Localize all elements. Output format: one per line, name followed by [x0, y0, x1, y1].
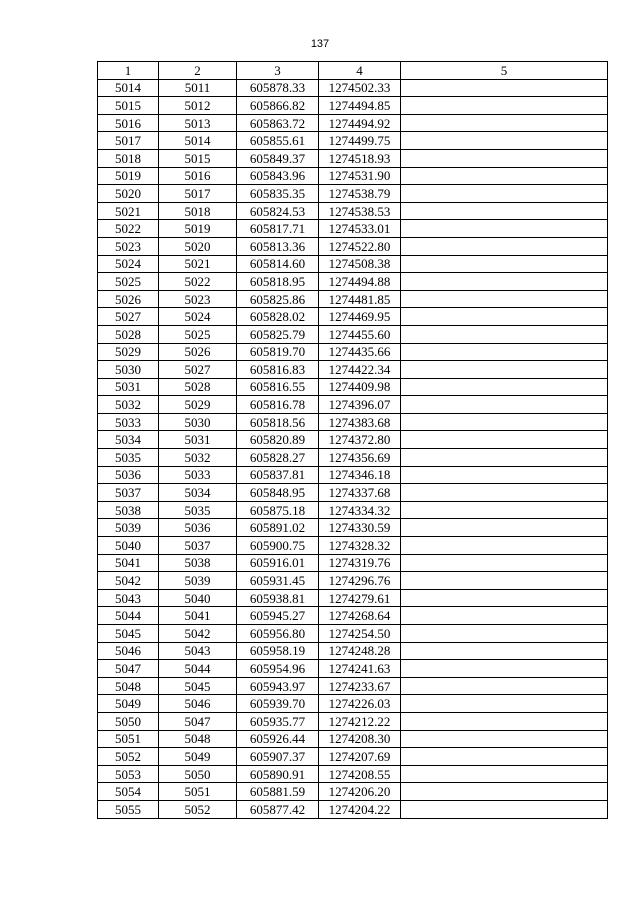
table-cell: 1274518.93 [319, 149, 401, 167]
table-cell [401, 484, 608, 502]
table-cell [401, 378, 608, 396]
table-cell [401, 660, 608, 678]
table-cell: 5038 [98, 501, 159, 519]
table-cell [401, 273, 608, 291]
table-cell: 5039 [159, 572, 237, 590]
coordinates-table [97, 61, 608, 819]
table-cell: 5026 [159, 343, 237, 361]
table-cell: 1274334.32 [319, 501, 401, 519]
table-cell: 605938.81 [237, 589, 319, 607]
table-row [98, 695, 608, 713]
table-cell: 5018 [159, 202, 237, 220]
table-cell: 1274296.76 [319, 572, 401, 590]
table-cell [401, 783, 608, 801]
table-cell: 605945.27 [237, 607, 319, 625]
table-cell [401, 589, 608, 607]
table-cell: 5041 [98, 554, 159, 572]
table-row [98, 273, 608, 291]
table-cell: 605939.70 [237, 695, 319, 713]
table-cell: 605863.72 [237, 114, 319, 132]
table-row [98, 132, 608, 150]
table-row [98, 712, 608, 730]
table-cell: 5030 [159, 413, 237, 431]
table-cell: 1274455.60 [319, 325, 401, 343]
table-cell: 1274330.59 [319, 519, 401, 537]
table-row [98, 167, 608, 185]
table-row [98, 237, 608, 255]
table-cell [401, 800, 608, 818]
table-cell [401, 167, 608, 185]
table-cell [401, 449, 608, 467]
table-cell: 1274383.68 [319, 413, 401, 431]
table-row [98, 361, 608, 379]
table-cell: 5025 [98, 273, 159, 291]
table-cell: 5055 [98, 800, 159, 818]
table-row [98, 220, 608, 238]
table-cell: 605837.81 [237, 466, 319, 484]
table-row [98, 396, 608, 414]
table-cell: 5033 [98, 413, 159, 431]
table-cell: 1274499.75 [319, 132, 401, 150]
table-cell [401, 765, 608, 783]
table-cell: 5019 [159, 220, 237, 238]
table-cell [401, 132, 608, 150]
table-cell: 605891.02 [237, 519, 319, 537]
table-cell: 605817.71 [237, 220, 319, 238]
table-cell: 605931.45 [237, 572, 319, 590]
table-cell: 5039 [98, 519, 159, 537]
table-row [98, 484, 608, 502]
table-cell: 5027 [98, 308, 159, 326]
table-row [98, 589, 608, 607]
table-cell: 5047 [159, 712, 237, 730]
table-row [98, 748, 608, 766]
table-cell: 5044 [98, 607, 159, 625]
table-cell: 1274494.88 [319, 273, 401, 291]
table-cell: 605843.96 [237, 167, 319, 185]
table-cell: 605818.56 [237, 413, 319, 431]
table-row [98, 343, 608, 361]
table-row [98, 730, 608, 748]
table-cell: 5021 [159, 255, 237, 273]
table-cell: 605935.77 [237, 712, 319, 730]
column-header: 5 [401, 62, 608, 80]
table-cell: 5017 [159, 185, 237, 203]
table-cell [401, 255, 608, 273]
table-cell: 605878.33 [237, 79, 319, 97]
table-cell: 1274538.53 [319, 202, 401, 220]
table-cell [401, 537, 608, 555]
table-row [98, 572, 608, 590]
table-cell: 5047 [98, 660, 159, 678]
table-cell [401, 625, 608, 643]
table-cell: 1274396.07 [319, 396, 401, 414]
table-cell [401, 572, 608, 590]
table-cell: 5015 [98, 97, 159, 115]
table-row [98, 800, 608, 818]
table-cell: 1274469.95 [319, 308, 401, 326]
table-cell [401, 466, 608, 484]
table-cell: 5030 [98, 361, 159, 379]
table-cell [401, 677, 608, 695]
table-cell: 605855.61 [237, 132, 319, 150]
table-cell [401, 79, 608, 97]
table-cell: 5028 [98, 325, 159, 343]
table-cell [401, 554, 608, 572]
table-cell: 5014 [159, 132, 237, 150]
table-row [98, 519, 608, 537]
table-row [98, 554, 608, 572]
table-cell: 5046 [98, 642, 159, 660]
table-row [98, 378, 608, 396]
table-cell: 5044 [159, 660, 237, 678]
table-cell [401, 220, 608, 238]
table-cell: 1274208.30 [319, 730, 401, 748]
table-cell: 1274481.85 [319, 290, 401, 308]
table-cell: 605954.96 [237, 660, 319, 678]
table-cell: 5045 [98, 625, 159, 643]
table-cell [401, 149, 608, 167]
table-cell: 5043 [98, 589, 159, 607]
table-cell: 5024 [98, 255, 159, 273]
table-cell: 605816.55 [237, 378, 319, 396]
table-cell: 605907.37 [237, 748, 319, 766]
table-cell: 1274502.33 [319, 79, 401, 97]
table-cell: 5052 [159, 800, 237, 818]
table-cell: 5028 [159, 378, 237, 396]
table-cell: 5034 [159, 484, 237, 502]
table-row [98, 308, 608, 326]
table-row [98, 677, 608, 695]
table-cell [401, 748, 608, 766]
table-row [98, 765, 608, 783]
table-cell: 605958.19 [237, 642, 319, 660]
table-row [98, 607, 608, 625]
table-cell: 5037 [159, 537, 237, 555]
table-row [98, 501, 608, 519]
table-cell: 605816.83 [237, 361, 319, 379]
table-cell: 5042 [98, 572, 159, 590]
table-cell: 5013 [159, 114, 237, 132]
table-cell: 1274319.76 [319, 554, 401, 572]
table-cell: 1274226.03 [319, 695, 401, 713]
table-cell: 605816.78 [237, 396, 319, 414]
table-cell: 5052 [98, 748, 159, 766]
table-cell: 5051 [98, 730, 159, 748]
table-cell [401, 730, 608, 748]
table-cell: 5050 [98, 712, 159, 730]
table-cell: 5020 [98, 185, 159, 203]
table-cell: 5041 [159, 607, 237, 625]
table-cell: 605820.89 [237, 431, 319, 449]
table-row [98, 185, 608, 203]
table-cell: 5027 [159, 361, 237, 379]
table-cell: 5014 [98, 79, 159, 97]
table-cell: 5035 [159, 501, 237, 519]
table-cell: 5022 [98, 220, 159, 238]
table-cell [401, 97, 608, 115]
table-row [98, 431, 608, 449]
table-cell: 1274268.64 [319, 607, 401, 625]
table-cell: 1274435.66 [319, 343, 401, 361]
table-body [98, 79, 608, 818]
table-cell: 605828.02 [237, 308, 319, 326]
table-cell: 1274233.67 [319, 677, 401, 695]
table-cell: 5040 [98, 537, 159, 555]
table-row [98, 642, 608, 660]
table-cell: 1274328.32 [319, 537, 401, 555]
table-cell: 5048 [159, 730, 237, 748]
table-cell: 1274254.50 [319, 625, 401, 643]
table-cell: 5038 [159, 554, 237, 572]
table-cell: 5036 [98, 466, 159, 484]
column-header: 1 [98, 62, 159, 80]
table-cell: 1274337.68 [319, 484, 401, 502]
table-cell: 5018 [98, 149, 159, 167]
table-row [98, 202, 608, 220]
table-cell: 1274538.79 [319, 185, 401, 203]
table-cell: 1274248.28 [319, 642, 401, 660]
table-cell [401, 308, 608, 326]
table-cell: 5049 [159, 748, 237, 766]
table-cell: 5012 [159, 97, 237, 115]
table-cell: 5021 [98, 202, 159, 220]
table-cell: 5042 [159, 625, 237, 643]
table-cell: 5015 [159, 149, 237, 167]
table-row [98, 537, 608, 555]
page-number: 137 [310, 38, 330, 50]
table-cell: 5022 [159, 273, 237, 291]
table-cell [401, 343, 608, 361]
table-cell: 605825.79 [237, 325, 319, 343]
table-cell: 5043 [159, 642, 237, 660]
table-cell: 1274356.69 [319, 449, 401, 467]
table-cell: 605824.53 [237, 202, 319, 220]
table-cell: 1274346.18 [319, 466, 401, 484]
table-cell: 5031 [159, 431, 237, 449]
table-cell: 5020 [159, 237, 237, 255]
table-cell: 5029 [98, 343, 159, 361]
table-cell: 1274494.92 [319, 114, 401, 132]
table-cell: 5049 [98, 695, 159, 713]
table-cell [401, 642, 608, 660]
table-cell: 5037 [98, 484, 159, 502]
table-cell: 5032 [159, 449, 237, 467]
table-cell: 5051 [159, 783, 237, 801]
table-row [98, 783, 608, 801]
table-cell: 5023 [98, 237, 159, 255]
table-cell: 1274531.90 [319, 167, 401, 185]
table-cell: 605848.95 [237, 484, 319, 502]
table-row [98, 97, 608, 115]
table-cell: 605943.97 [237, 677, 319, 695]
table-cell: 5019 [98, 167, 159, 185]
table-cell: 1274533.01 [319, 220, 401, 238]
table-cell: 5032 [98, 396, 159, 414]
table-cell [401, 501, 608, 519]
table-cell: 605849.37 [237, 149, 319, 167]
table-row [98, 255, 608, 273]
table-cell: 5034 [98, 431, 159, 449]
table-row [98, 660, 608, 678]
table-cell [401, 413, 608, 431]
table-cell: 605916.01 [237, 554, 319, 572]
table-cell: 5045 [159, 677, 237, 695]
table-cell: 1274206.20 [319, 783, 401, 801]
table-row [98, 625, 608, 643]
table-cell [401, 237, 608, 255]
table-cell: 605866.82 [237, 97, 319, 115]
table-cell: 1274279.61 [319, 589, 401, 607]
column-header: 2 [159, 62, 237, 80]
table-cell: 5024 [159, 308, 237, 326]
table-cell [401, 607, 608, 625]
table-cell: 5054 [98, 783, 159, 801]
table-cell: 1274508.38 [319, 255, 401, 273]
table-row [98, 466, 608, 484]
table-cell: 5025 [159, 325, 237, 343]
table-cell: 5035 [98, 449, 159, 467]
table-row [98, 79, 608, 97]
table-cell: 605956.80 [237, 625, 319, 643]
table-cell: 1274409.98 [319, 378, 401, 396]
table-cell: 5031 [98, 378, 159, 396]
table-cell: 1274212.22 [319, 712, 401, 730]
table-row [98, 149, 608, 167]
table-cell: 5029 [159, 396, 237, 414]
table-row [98, 413, 608, 431]
table-cell: 605828.27 [237, 449, 319, 467]
column-header: 4 [319, 62, 401, 80]
table-cell: 605890.91 [237, 765, 319, 783]
table-cell: 5026 [98, 290, 159, 308]
table-cell: 605813.36 [237, 237, 319, 255]
table-cell: 605877.42 [237, 800, 319, 818]
table-cell: 1274241.63 [319, 660, 401, 678]
table-cell: 605881.59 [237, 783, 319, 801]
table-cell: 5017 [98, 132, 159, 150]
table-cell: 5033 [159, 466, 237, 484]
table-cell: 605900.75 [237, 537, 319, 555]
table-cell: 5016 [159, 167, 237, 185]
table-cell [401, 396, 608, 414]
table-cell: 605818.95 [237, 273, 319, 291]
table-cell: 605875.18 [237, 501, 319, 519]
column-header: 3 [237, 62, 319, 80]
table-row [98, 449, 608, 467]
table-row [98, 325, 608, 343]
table-cell [401, 325, 608, 343]
table-cell: 605825.86 [237, 290, 319, 308]
table-cell [401, 290, 608, 308]
table-cell: 1274494.85 [319, 97, 401, 115]
table-cell [401, 431, 608, 449]
table-cell: 605819.70 [237, 343, 319, 361]
table-cell: 5036 [159, 519, 237, 537]
table-cell: 605814.60 [237, 255, 319, 273]
table-cell [401, 185, 608, 203]
table-cell: 5040 [159, 589, 237, 607]
table-header-row [98, 62, 608, 80]
table-row [98, 114, 608, 132]
table-row [98, 290, 608, 308]
table-cell: 1274372.80 [319, 431, 401, 449]
table-cell: 605835.35 [237, 185, 319, 203]
table-cell [401, 695, 608, 713]
table-cell: 1274208.55 [319, 765, 401, 783]
table-cell: 1274422.34 [319, 361, 401, 379]
table-cell: 1274207.69 [319, 748, 401, 766]
table-cell: 605926.44 [237, 730, 319, 748]
table-cell: 5053 [98, 765, 159, 783]
table-cell: 5050 [159, 765, 237, 783]
table-cell: 5046 [159, 695, 237, 713]
table-cell [401, 361, 608, 379]
table-cell [401, 114, 608, 132]
table-cell: 5048 [98, 677, 159, 695]
table-cell: 5011 [159, 79, 237, 97]
table-cell: 1274522.80 [319, 237, 401, 255]
table-cell [401, 519, 608, 537]
table-cell [401, 202, 608, 220]
table-cell: 5016 [98, 114, 159, 132]
table-cell: 5023 [159, 290, 237, 308]
table-cell: 1274204.22 [319, 800, 401, 818]
table-cell [401, 712, 608, 730]
